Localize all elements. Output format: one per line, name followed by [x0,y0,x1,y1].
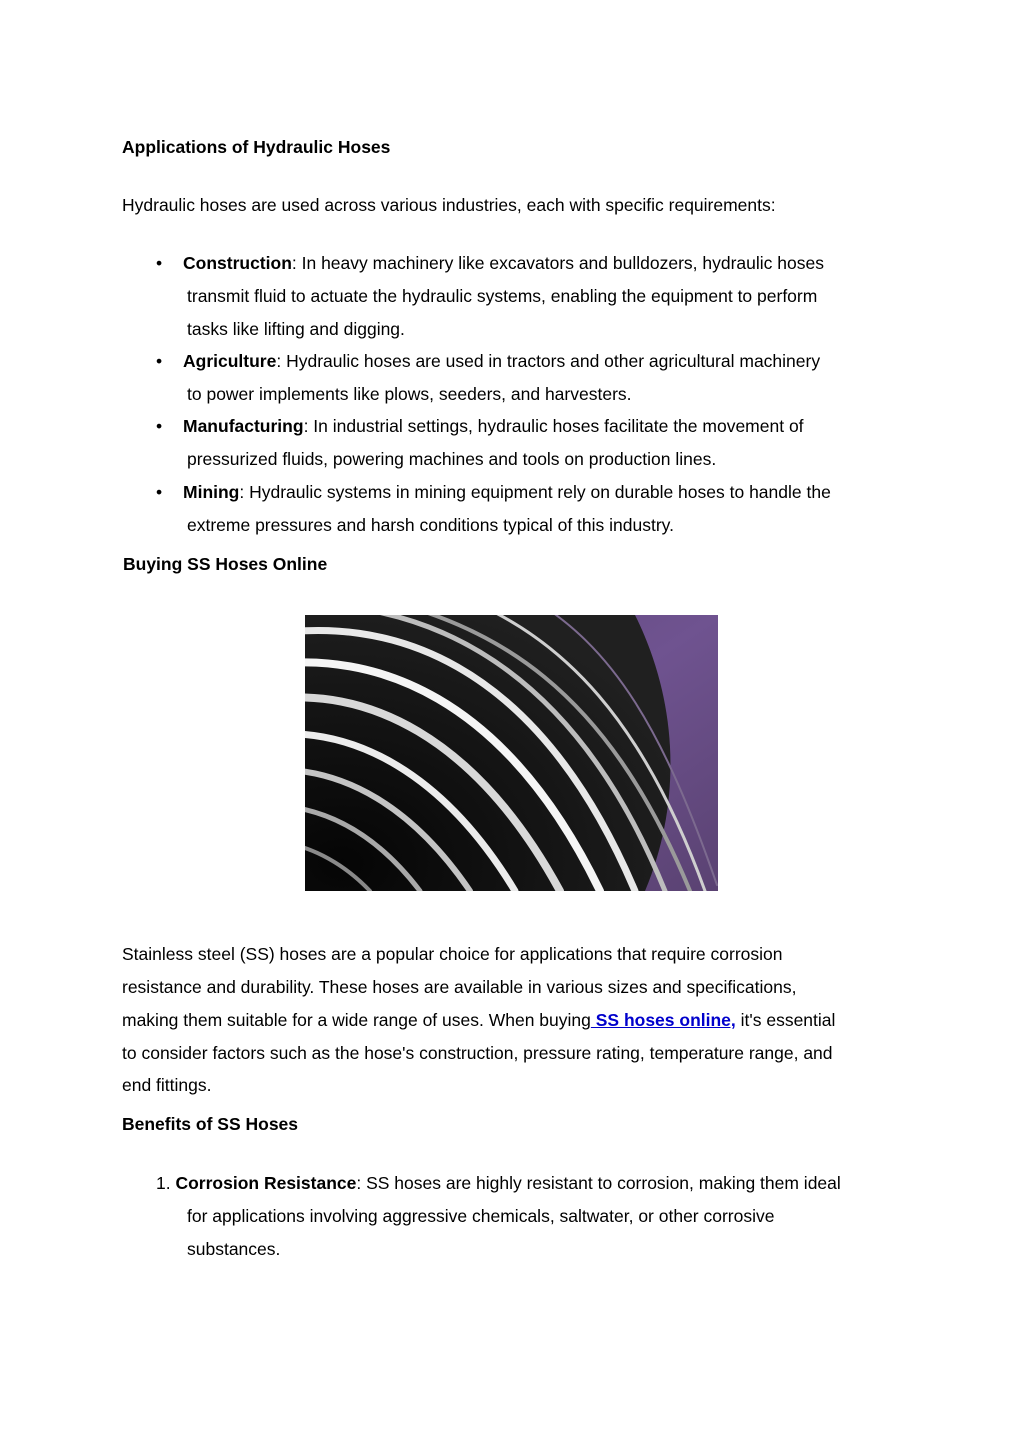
list-item-line: for applications involving aggressive chemicals, saltwater, or other corrosive [187,1206,775,1226]
ss-paragraph-text: making them suitable for a wide range of uses. When buying [122,1010,591,1030]
list-item-text: : SS hoses are highly resistant to corrosion, making them ideal [356,1173,841,1193]
hose-photo-icon [305,615,718,891]
list-item-line: transmit fluid to actuate the hydraulic systems, enabling the equipment to perform [187,286,818,306]
ss-paragraph-text: it's essential [735,1010,836,1030]
ss-hoses-online-link[interactable]: SS hoses online, [590,1010,736,1030]
ss-paragraph-line: to consider factors such as the hose's construction, pressure rating, temperature range, and [122,1043,833,1063]
list-item-line [183,251,824,275]
list-item-line [183,480,831,504]
bullet-icon: • [156,482,163,502]
list-item-text: : In heavy machinery like excavators and bulldozers, hydraulic hoses [291,253,824,273]
list-item-text: : Hydraulic hoses are used in tractors and other agricultural machinery [276,351,821,371]
intro-paragraph: Hydraulic hoses are used across various industries, each with specific requirements: [122,195,776,215]
list-item-line: pressurized fluids, powering machines and tools on production lines. [187,449,717,469]
bullet-icon: • [156,253,163,273]
list-item-line: extreme pressures and harsh conditions typical of this industry. [187,515,674,535]
list-item-line: to power implements like plows, seeders, and harvesters. [187,384,632,404]
list-item-line [183,349,820,373]
ss-paragraph-line [122,1008,835,1032]
list-item-line [183,414,804,438]
heading-buying-ss-hoses: Buying SS Hoses Online [123,554,328,574]
heading-applications: Applications of Hydraulic Hoses [122,137,391,157]
ss-paragraph-line: Stainless steel (SS) hoses are a popular choice for applications that require corrosion [122,944,783,964]
list-item-line [156,1171,841,1195]
list-item-text: : In industrial settings, hydraulic hoses facilitate the movement of [303,416,804,436]
list-item-line: tasks like lifting and digging. [187,319,405,339]
list-item-term: Mining [183,482,240,502]
list-item-term: Corrosion Resistance [175,1173,357,1193]
list-item-line: substances. [187,1239,281,1259]
ss-paragraph-line: resistance and durability. These hoses are available in various sizes and specifications, [122,977,797,997]
list-item-term: Manufacturing [183,416,304,436]
bullet-icon: • [156,351,163,371]
ss-paragraph-line: end fittings. [122,1075,212,1095]
list-item-number: 1. [156,1173,171,1193]
list-item-term: Construction [183,253,292,273]
heading-benefits-ss-hoses: Benefits of SS Hoses [122,1114,299,1134]
coiled-steel-hose-photo [305,615,718,891]
list-item-term: Agriculture [183,351,277,371]
list-item-text: : Hydraulic systems in mining equipment rely on durable hoses to handle the [239,482,831,502]
bullet-icon: • [156,416,163,436]
